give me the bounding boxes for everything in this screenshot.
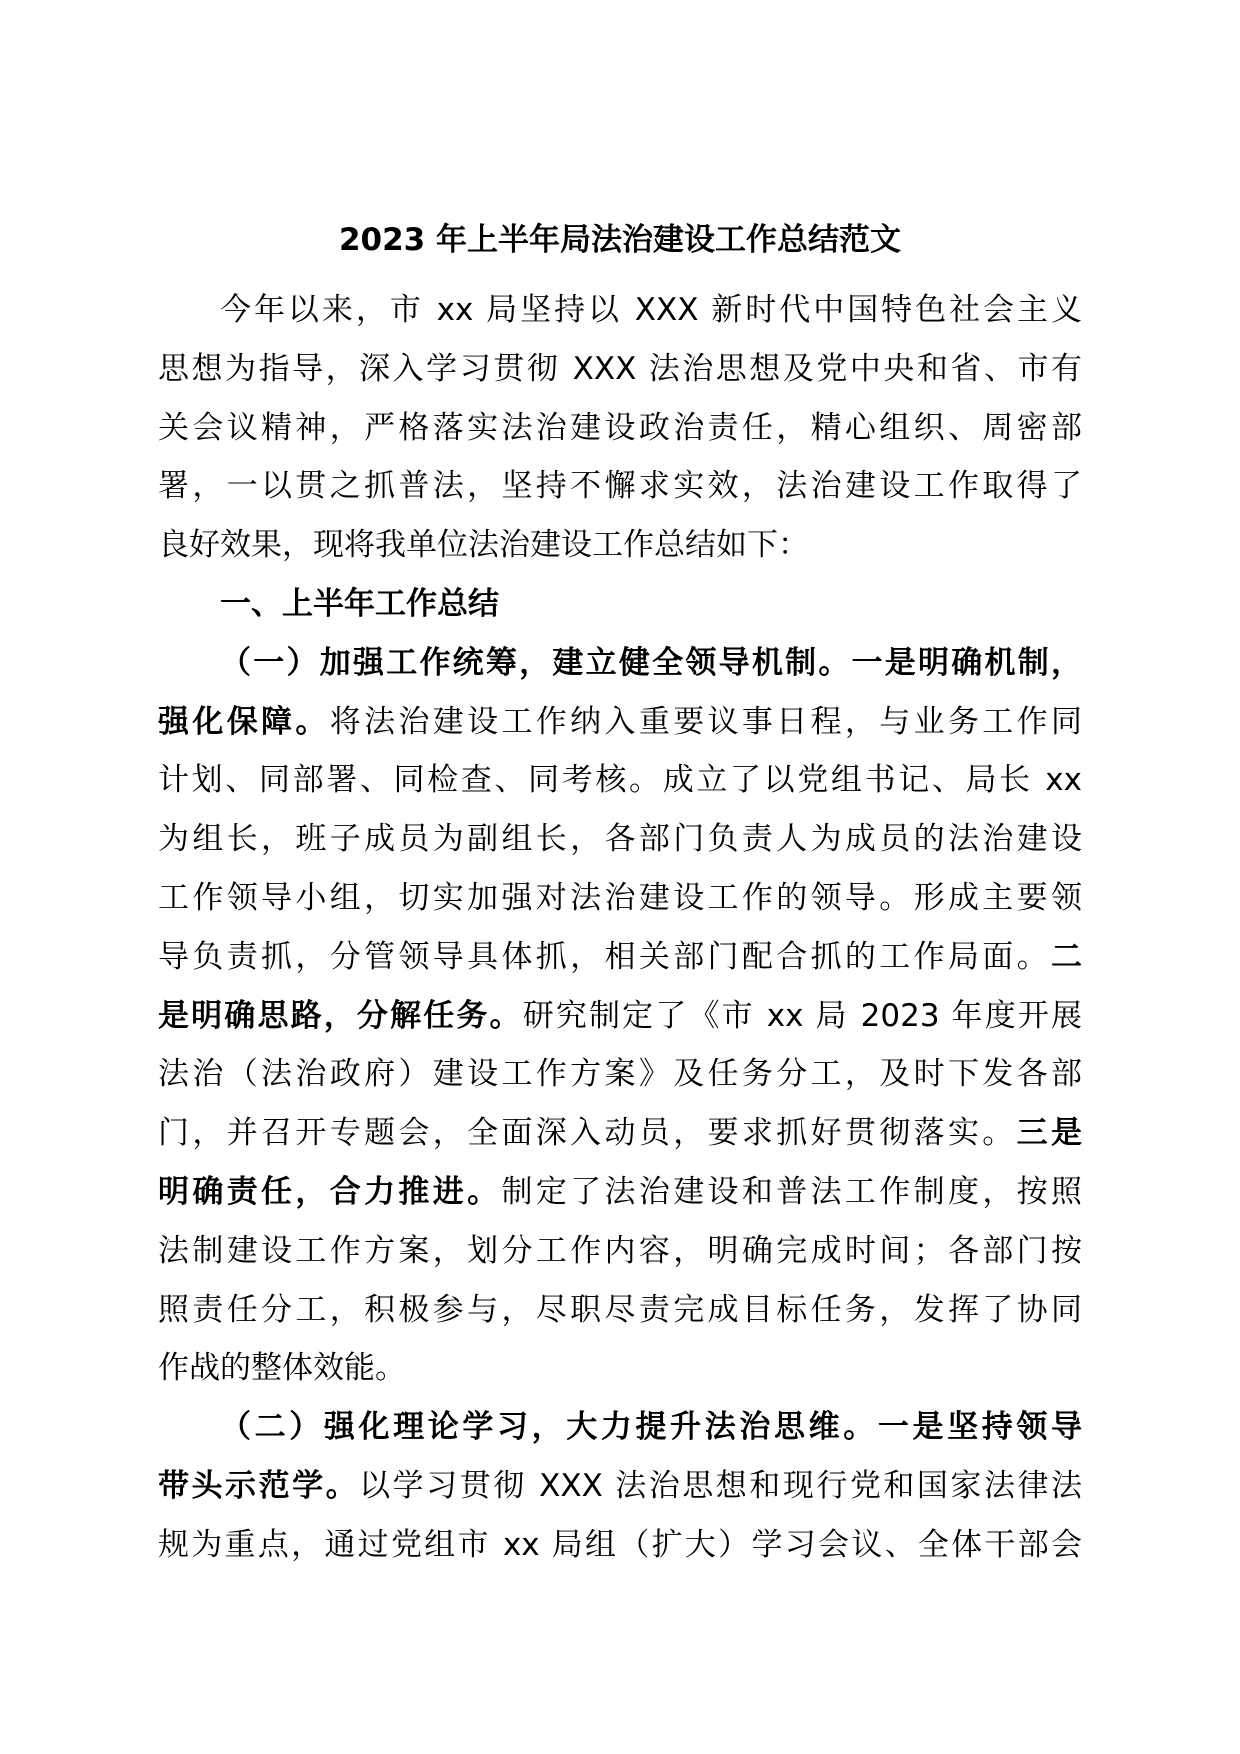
text-run: 法制建设工作方案，划分工作内容，明确完成时间；各部门按 [158,1232,1082,1269]
text-run: 工作领导小组，切实加强对法治建设工作的领导。形成主要领 [158,879,1082,916]
text-run: 门，并召开专题会，全面深入动员，要求抓好贯彻落实。 [158,1115,1017,1152]
text-line [158,1104,1082,1163]
text-line [158,1222,1082,1281]
text-line [158,340,1082,399]
text-run: 良好效果，现将我单位法治建设工作总结如下： [158,527,809,564]
text-line [158,399,1082,458]
text-run: 思想为指导，深入学习贯彻 XXX 法治思想及党中央和省、市有 [158,350,1082,387]
text-line [158,987,1082,1046]
text-line [158,1516,1082,1575]
text-run: 规为重点，通过党组市 xx 局组（扩大）学习会议、全体干部会 [158,1526,1082,1563]
text-run: 以学习贯彻 XXX 法治思想和现行党和国家法律法 [359,1467,1083,1504]
text-run: 照责任分工，积极参与，尽职尽责完成目标任务，发挥了协同 [158,1291,1082,1328]
bold-text-run: 带头示范学。 [158,1467,360,1504]
text-line [158,928,1082,987]
bold-text-run: 是明确思路，分解任务。 [158,997,523,1034]
text-line [158,457,1082,516]
text-line [158,693,1082,752]
text-line [158,575,1082,634]
bold-text-run: 二 [1051,938,1082,975]
text-line [158,1398,1082,1457]
bold-text-run: 三是 [1016,1115,1083,1152]
paragraph [158,281,1082,575]
paragraph [158,1398,1082,1574]
paragraph [158,634,1082,1398]
section-heading [158,575,1082,634]
text-run: 计划、同部署、同检查、同考核。成立了以党组书记、局长 xx [158,762,1082,799]
text-run: 今年以来，市 xx 局坚持以 XXX 新时代中国特色社会主义 [220,292,1082,328]
bold-text-run: （一）加强工作统筹，建立健全领导机制。一是明确机制， [220,644,1082,681]
text-line [158,634,1082,693]
text-run: 作战的整体效能。 [158,1350,406,1387]
text-line [158,1045,1082,1104]
text-run: 导负责抓，分管领导具体抓，相关部门配合抓的工作局面。 [158,938,1051,975]
bold-text-run: 强化保障。 [158,703,330,740]
bold-text-run: 明确责任，合力推进。 [158,1173,502,1210]
text-run: 法治（法治政府）建设工作方案》及任务分工，及时下发各部 [158,1056,1082,1093]
text-line [158,751,1082,810]
bold-text-run: （二）强化理论学习，大力提升法治思维。一是坚持领导 [220,1409,1082,1446]
text-line [158,1457,1082,1516]
text-run: 署，一以贯之抓普法，坚持不懈求实效，法治建设工作取得了 [158,468,1082,505]
text-run: 将法治建设工作纳入重要议事日程，与业务工作同 [329,703,1083,740]
bold-text-run: 一、上半年工作总结 [220,585,499,622]
text-run: 为组长，班子成员为副组长，各部门负责人为成员的法治建设 [158,821,1082,858]
text-run: 制定了法治建设和普法工作制度，按照 [501,1173,1083,1210]
text-run: 研究制定了《市 xx 局 2023 年度开展 [522,997,1083,1034]
document-body [158,281,1082,1575]
document-title: 2023 年上半年局法治建设工作总结范文 [338,222,902,258]
text-line [158,1281,1082,1340]
text-line [158,810,1082,869]
text-line [158,281,1082,340]
text-line [158,516,1082,575]
text-line [158,1339,1082,1398]
text-line [158,1163,1082,1222]
text-line [158,869,1082,928]
text-run: 关会议精神，严格落实法治建设政治责任，精心组织、周密部 [158,409,1082,446]
